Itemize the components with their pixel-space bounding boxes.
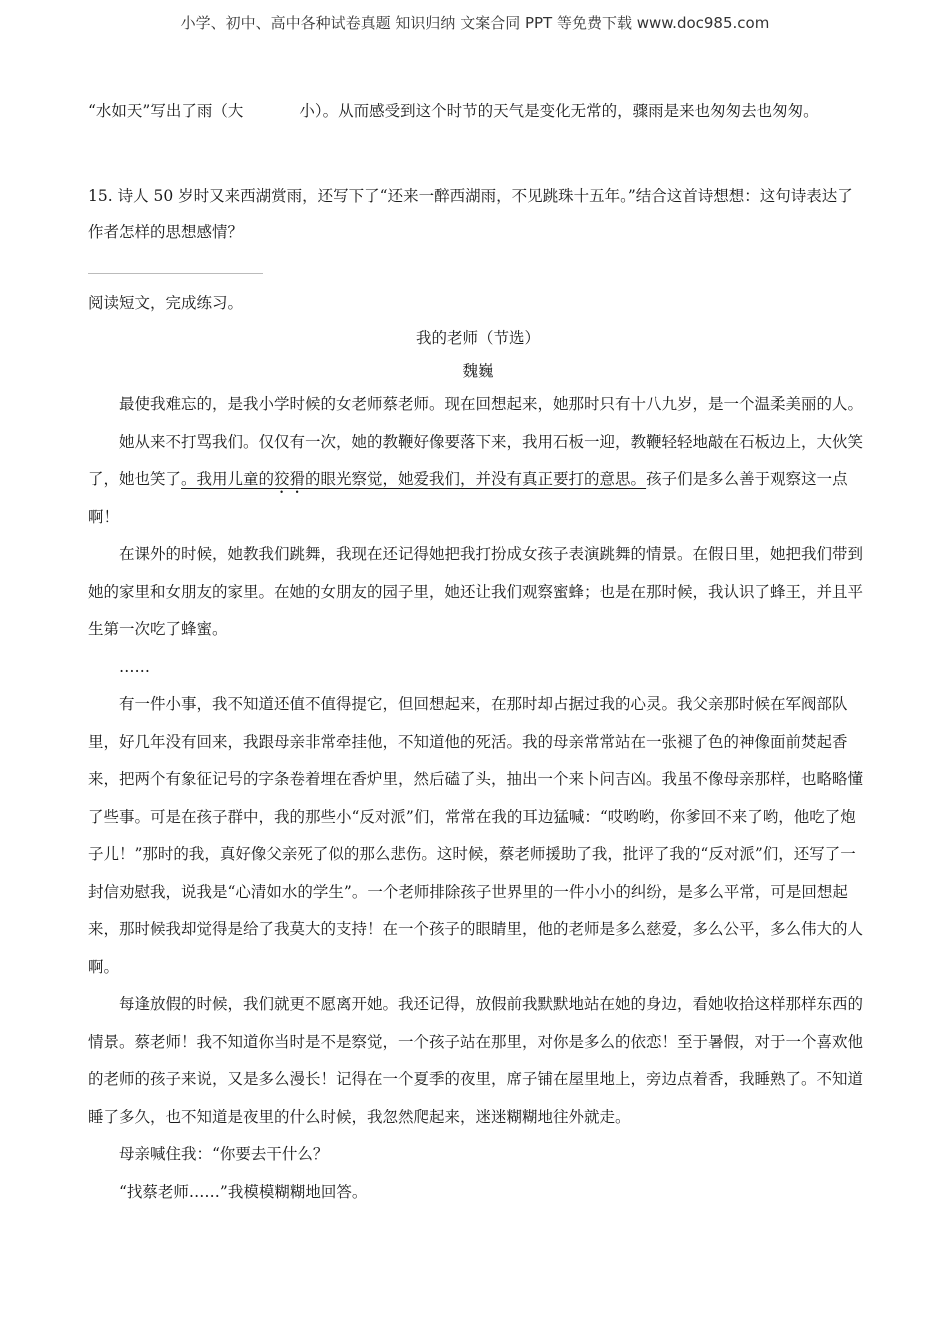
p2-text-end: 孩子们是多么善于观察这一点啊！: [88, 470, 848, 526]
underlined-sentence: 。我用儿童的狡猾的眼光察觉，她爱我们，并没有真正要打的意思。: [181, 470, 647, 488]
question-14-tail: [88, 93, 868, 129]
paragraph-6: 母亲喊住我：“你要去干什么？: [119, 1145, 329, 1163]
question-number: 15.: [88, 187, 113, 205]
q14-part2: 小）。从而感受到这个时节的天气是变化无常的，骤雨是来也匆匆去也匆匆。: [299, 102, 819, 120]
p2-text: 她从来不打骂我们。仅仅有一次，她的教鞭好像要落下来，我用石板一迎，教鞭轻轻地敲在石板边上，大伙笑了，她也笑了: [88, 432, 864, 488]
instruction: 阅读短文，完成练习。: [88, 294, 244, 312]
question-text: 诗人 50 岁时又来西湖赏雨，还写下了“还来一醉西湖雨，不见跳珠十五年。”结合这首诗想想：这句诗表达了作者怎样的思想感情？: [88, 187, 853, 241]
answer-line: [88, 273, 263, 274]
question-15: [88, 178, 868, 250]
q14-part1: “水如天”写出了雨（大: [88, 102, 244, 120]
paragraph-5: 每逢放假的时候，我们就更不愿离开她。我还记得，放假前我默默地站在她的身边，看她收拾这样那样东西的情景。蔡老师！我不知道你当时是不是察觉，一个孩子站在那里，对你是多么的依恋！至于暑假，对于一个喜欢他的老师的孩子来说，又是多么漫长！记得在一个夏季的夜里，席子铺在屋里地上，旁边点着香，我睡熟了。不知道睡了多久，也不知道是夜里的什么时候，我忽然爬起来，迷迷糊糊地往外就走。: [88, 995, 864, 1126]
article-body: [88, 386, 868, 1211]
ellipsis: ……: [119, 657, 150, 676]
article-author: 魏巍: [462, 362, 494, 380]
page-header: 小学、初中、高中各种试卷真题 知识归纳 文案合同 PPT 等免费下载 www.doc985.com: [180, 14, 770, 32]
paragraph-3: 在课外的时候，她教我们跳舞，我现在还记得她把我打扮成女孩子表演跳舞的情景。在假日里，她把我们带到她的家里和女朋友的家里。在她的女朋友的园子里，她还让我们观察蜜蜂；也是在那时候，我认识了蜂王，并且平生第一次吃了蜂蜜。: [88, 545, 864, 638]
emphasized-word: 狡猾: [274, 470, 306, 488]
paragraph-7: “找蔡老师……”我模模糊糊地回答。: [119, 1182, 368, 1201]
paragraph-1: 最使我难忘的，是我小学时候的女老师蔡老师。现在回想起来，她那时只有十八九岁，是一个温柔美丽的人。: [119, 395, 864, 413]
article-title: 我的老师（节选）: [415, 329, 540, 347]
paragraph-2: [88, 424, 868, 537]
paragraph-4: 有一件小事，我不知道还值不值得提它，但回想起来，在那时却占据过我的心灵。我父亲那时候在军阀部队里，好几年没有回来，我跟母亲非常牵挂他，不知道他的死活。我的母亲常常站在一张褪了色的神像面前焚起香来，把两个有象征记号的字条卷着埋在香炉里，然后磕了头，抽出一个来卜问吉凶。我虽不像母亲那样，也略略懂了些事。可是在孩子群中，我的那些小“反对派”们，常常在我的耳边猛喊：“哎哟哟，你爹回不来了哟，他吃了炮子儿！”那时的我，真好像父亲死了似的那么悲伤。这时候，蔡老师援助了我，批评了我的“反对派”们，还写了一封信劝慰我，说我是“心清如水的学生”。一个老师排除孩子世界里的一件小小的纠纷，是多么平常，可是回想起来，那时候我却觉得是给了我莫大的支持！在一个孩子的眼睛里，他的老师是多么慈爱，多么公平，多么伟大的人啊。: [88, 695, 864, 976]
